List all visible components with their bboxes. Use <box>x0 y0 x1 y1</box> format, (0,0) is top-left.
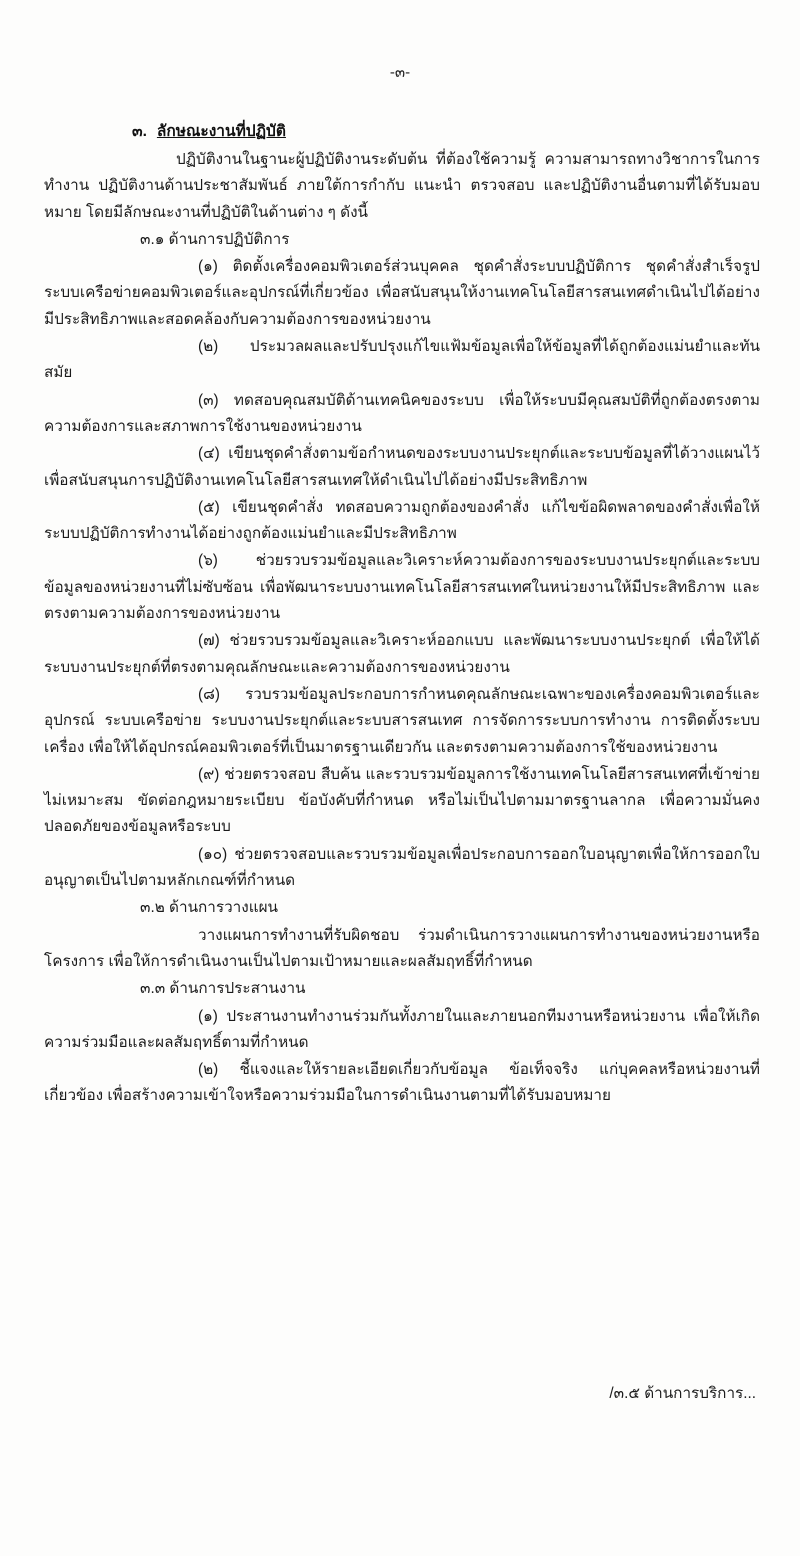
subsection-1-item-3: (๓) ทดสอบคุณสมบัติด้านเทคนิคของระบบ เพื่อให้ระบบมีคุณสมบัติที่ถูกต้องตรงตามความต้องการและสภาพการใช้งานของหน่วยงาน <box>44 391 760 435</box>
footer-continuation-note: /๓.๕ ด้านการบริการ... <box>609 1385 756 1402</box>
subsection-1-item-7: (๗) ช่วยรวบรวมข้อมูลและวิเคราะห์ออกแบบ และพัฒนาระบบงานประยุกต์ เพื่อให้ได้ระบบงานประยุกต์ที่ตรงตามคุณลักษณะและความต้องการของหน่วยงาน <box>44 632 760 676</box>
subsection-1-item-10: (๑๐) ช่วยตรวจสอบและรวบรวมข้อมูลเพื่อประกอบการออกใบอนุญาตเพื่อให้การออกใบอนุญาตเป็นไปตามหลักเกณฑ์ที่กำหนด <box>44 845 760 890</box>
subsection-heading-3: ๓.๓ ด้านการประสานงาน <box>140 980 306 998</box>
section-title: ลักษณะงานที่ปฏิบัติ <box>156 123 286 140</box>
section-number: ๓. <box>132 123 147 140</box>
subsection-1-item-9: (๙) ช่วยตรวจสอบ สืบค้น และรวบรวมข้อมูลการใช้งานเทคโนโลยีสารสนเทศที่เข้าข่ายไม่เหมาะสม ขัดต่อกฎหมายระเบียบ ข้อบังคับที่กำหนด หรือไม่เป็นไปตามมาตรฐานลากล เพื่อความมั่นคงปลอดภัยของข้อมูลหรือระบบ <box>44 765 760 836</box>
subsection-1-item-1: (๑) ติดตั้งเครื่องคอมพิวเตอร์ส่วนบุคคล ชุดคำสั่งระบบปฏิบัติการ ชุดคำสั่งสำเร็จรูป ระบบเครือข่ายคอมพิวเตอร์และอุปกรณ์ที่เกี่ยวข้อง เพื่อสนับสนุนให้งานเทคโนโลยีสารสนเทศดำเนินไปได้อย่างมีประสิทธิภาพและสอดคล้องกับความต้องการของหน่วยงาน <box>44 258 760 328</box>
subsection-1-item-8: (๘) รวบรวมข้อมูลประกอบการกำหนดคุณลักษณะเฉพาะของเครื่องคอมพิวเตอร์และอุปกรณ์ ระบบเครือข่าย ระบบงานประยุกต์และระบบสารสนเทศ การจัดการระบบการทำงาน การติดตั้งระบบเครื่อง เพื่อให้ได้อุปกรณ์คอมพิวเตอร์ที่เป็นมาตรฐานเดียวกัน และตรงตามความต้องการใช้ของหน่วยงาน <box>44 685 760 756</box>
subsection-1-item-5: (๕) เขียนชุดคำสั่ง ทดสอบความถูกต้องของคำสั่ง แก้ไขข้อผิดพลาดของคำสั่งเพื่อให้ระบบปฏิบัติการทำงานได้อย่างถูกต้องแม่นยำและมีประสิทธิภาพ <box>44 498 760 543</box>
page-number: -๓- <box>389 64 411 81</box>
subsection-1-item-6: (๖) ช่วยรวบรวมข้อมูลและวิเคราะห์ความต้องการของระบบงานประยุกต์และระบบข้อมูลของหน่วยงานที่ไม่ซับซ้อน เพื่อพัฒนาระบบงานเทคโนโลยีสารสนเทศในหน่วยงานให้มีประสิทธิภาพ และตรงตามความต้องการของหน่วยงาน <box>44 552 760 623</box>
section-intro-paragraph: ปฏิบัติงานในฐานะผู้ปฏิบัติงานระดับต้น ที่ต้องใช้ความรู้ ความสามารถทางวิชาการในการทำงาน ปฏิบัติงานด้านประชาสัมพันธ์ ภายใต้การกำกับ แนะนำ ตรวจสอบ และปฏิบัติงานอื่นตามที่ได้รับมอบหมาย โดยมีลักษณะงานที่ปฏิบัติในด้านต่าง ๆ ดังนี้ <box>44 151 760 221</box>
subsection-heading-1: ๓.๑ ด้านการปฏิบัติการ <box>140 230 290 248</box>
subsection-1-item-4: (๔) เขียนชุดคำสั่งตามข้อกำหนดของระบบงานประยุกต์และระบบข้อมูลที่ได้วางแผนไว้เพื่อสนับสนุนการปฏิบัติงานเทคโนโลยีสารสนเทศให้ดำเนินไปได้อย่างมีประสิทธิภาพ <box>44 445 760 489</box>
subsection-3-item-1: (๑) ประสานงานทำงานร่วมกันทั้งภายในและภายนอกทีมงานหรือหน่วยงาน เพื่อให้เกิดความร่วมมือและผลสัมฤทธิ์ตามที่กำหนด <box>44 1007 760 1051</box>
document-body <box>44 118 760 1111</box>
section-heading <box>44 118 760 143</box>
subsection-heading-2: ๓.๒ ด้านการวางแผน <box>140 899 279 917</box>
subsection-2-item-1: วางแผนการทำงานที่รับผิดชอบ ร่วมดำเนินการวางแผนการทำงานของหน่วยงานหรือโครงการ เพื่อให้การดำเนินงานเป็นไปตามเป้าหมายและผลสัมฤทธิ์ที่กำหนด <box>44 926 760 970</box>
subsection-1-item-2: (๒) ประมวลผลและปรับปรุงแก้ไขแฟ้มข้อมูลเพื่อให้ข้อมูลที่ได้ถูกต้องแม่นยำและทันสมัย <box>44 338 760 382</box>
subsection-3-item-2: (๒) ชี้แจงและให้รายละเอียดเกี่ยวกับข้อมูล ข้อเท็จจริง แก่บุคคลหรือหน่วยงานที่เกี่ยวข้อง เพื่อสร้างความเข้าใจหรือความร่วมมือในการดำเนินงานตามที่ได้รับมอบหมาย <box>44 1061 760 1105</box>
